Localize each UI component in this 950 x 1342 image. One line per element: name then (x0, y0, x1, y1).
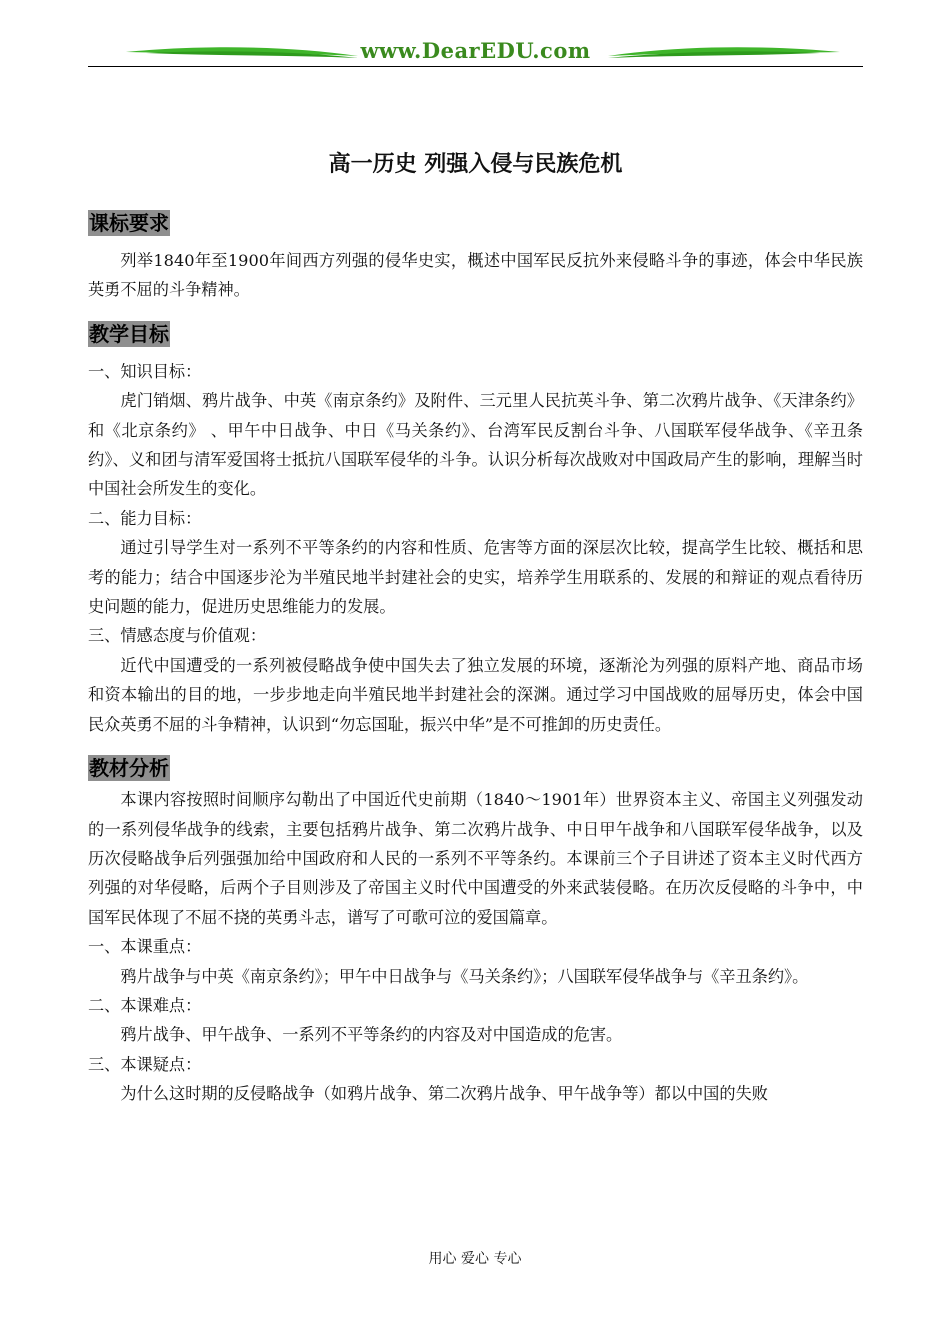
section-objectives (88, 319, 863, 739)
subheading: 二、能力目标： (88, 508, 202, 528)
paragraph: 通过引导学生对一系列不平等条约的内容和性质、危害等方面的深层次比较，提高学生比较、概括和思考的能力；结合中国逐步沦为半殖民地半封建社会的史实，培养学生用联系的、发展的和辩证的观点看待历史问题的能力，促进历史思维能力的发展。 (88, 538, 863, 617)
paragraph: 近代中国遭受的一系列被侵略战争使中国失去了独立发展的环境，逐渐沦为列强的原料产地、商品市场和资本输出的目的地，一步步地走向半殖民地半封建社会的深渊。通过学习中国战败的屈辱历史，体会中国民众英勇不屈的斗争精神，认识到“勿忘国耻，振兴中华”是不可推卸的历史责任。 (88, 655, 863, 734)
paragraph: 列举1840年至1900年间西方列强的侵华史实，概述中国军民反抗外来侵略斗争的事迹，体会中华民族英勇不屈的斗争精神。 (88, 251, 863, 300)
document-title: 高一历史 列强入侵与民族危机 (328, 152, 623, 177)
section-curriculum (88, 208, 863, 305)
subheading: 三、情感态度与价值观： (88, 626, 267, 646)
section-heading: 教学目标 (89, 321, 169, 346)
section-heading: 课标要求 (89, 211, 169, 235)
subheading: 一、本课重点： (88, 937, 202, 957)
subheading: 二、本课难点： (88, 995, 202, 1015)
site-header (88, 36, 863, 68)
subheading: 三、本课疑点： (88, 1054, 202, 1074)
paragraph: 鸦片战争、甲午战争、一系列不平等条约的内容及对中国造成的危害。 (120, 1025, 623, 1045)
section-analysis (88, 753, 863, 1108)
page-footer: 用心 爱心 专心 (428, 1251, 522, 1267)
subheading: 一、知识目标： (88, 361, 202, 381)
paragraph: 为什么这时期的反侵略战争（如鸦片战争、第二次鸦片战争、甲午战争等）都以中国的失败 (120, 1084, 768, 1104)
document-body (88, 140, 863, 1123)
header-divider (88, 66, 863, 67)
section-heading: 教材分析 (89, 756, 169, 781)
paragraph: 本课内容按照时间顺序勾勒出了中国近代史前期（1840～1901年）世界资本主义、帝国主义列强发动的一系列侵华战争的线索，主要包括鸦片战争、第二次鸦片战争、中日甲午战争和八国联军侵华战争，以及历次侵略战争后列强强加给中国政府和人民的一系列不平等条约。本课前三个子目讲述了资本主义时代西方列强的对华侵略，后两个子目则涉及了帝国主义时代中国遭受的外来武装侵略。在历次反侵略的斗争中，中国军民体现了不屈不挠的英勇斗志，谱写了可歌可泣的爱国篇章。 (88, 790, 863, 927)
site-logo-text[interactable]: www.DearEDU.com (360, 38, 591, 63)
paragraph: 虎门销烟、鸦片战争、中英《南京条约》及附件、三元里人民抗英斗争、第二次鸦片战争、《天津条约》和《北京条约》 、甲午中日战争、中日《马关条约》、台湾军民反割台斗争、八国联军侵华战争、《辛丑条约》、义和团与清军爱国将士抵抗八国联军侵华的斗争。认识分析每次战败对中国政局产生的影响，理解当时中国社会所发生的变化。 (88, 391, 863, 499)
paragraph: 鸦片战争与中英《南京条约》；甲午中日战争与《马关条约》；八国联军侵华战争与《辛丑条约》。 (120, 966, 809, 986)
